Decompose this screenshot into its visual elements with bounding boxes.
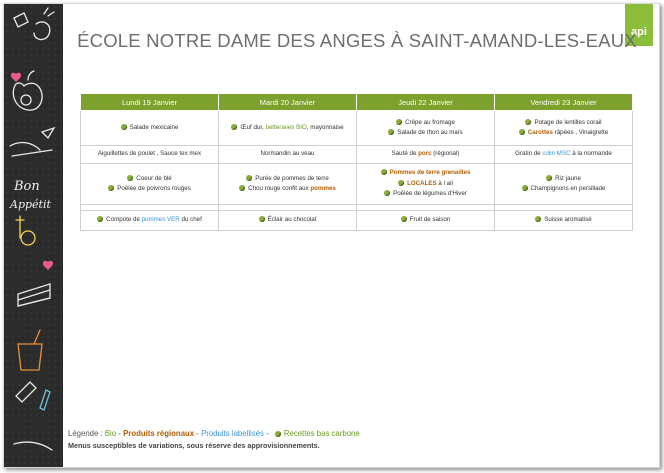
dish-text: Coeur de blé	[136, 174, 172, 182]
dish-text: Poêlée de légumes d'Hiver	[393, 190, 467, 198]
plat-cell	[495, 146, 633, 164]
legend-sep: -	[263, 429, 271, 438]
paper-plane-icon	[42, 128, 54, 138]
side-dish-row	[81, 164, 633, 205]
accompagnement-cell	[495, 164, 633, 205]
dish-line	[83, 184, 216, 195]
entree-cell	[219, 111, 357, 146]
dish-text: Salade mexicaine	[129, 123, 179, 131]
dessert-row	[81, 211, 633, 231]
dessert-cell	[81, 211, 219, 231]
low-carbon-leaf-icon	[127, 175, 133, 181]
dish-text: betteraves BIO	[265, 123, 307, 131]
day-header: Mardi 20 Janvier	[219, 94, 357, 111]
plat-cell	[219, 146, 357, 164]
main-dish-row	[81, 146, 633, 164]
dish-text: Salade de thon au maïs	[397, 129, 463, 136]
entree-row	[81, 111, 633, 146]
dish-line	[221, 215, 354, 226]
dish-text: , mayonnaise	[306, 123, 344, 131]
dish-text: du chef	[179, 216, 202, 224]
availability-note: Menus susceptibles de variations, sous réserve des approvisionnements.	[68, 441, 320, 450]
legend	[68, 429, 360, 438]
dish-text: Normandin au veau	[260, 150, 315, 158]
dish-text: LOCALES	[407, 179, 437, 187]
dish-line	[83, 174, 216, 185]
dish-line	[497, 149, 630, 160]
day-header: Vendredi 23 Janvier	[495, 94, 633, 111]
dish-text: Aiguillettes de poulet , Sauce tex mex	[97, 150, 202, 158]
api-logo: api	[625, 4, 653, 46]
low-carbon-leaf-icon	[121, 124, 127, 130]
accompagnement-cell	[81, 164, 219, 205]
dish-line	[221, 123, 354, 134]
dessert-cell	[495, 211, 633, 231]
dish-text: Carottes	[527, 129, 553, 136]
entree-cell	[81, 111, 219, 146]
low-carbon-leaf-icon	[519, 129, 525, 135]
low-carbon-leaf-icon	[396, 119, 402, 125]
days-header-row	[81, 94, 633, 111]
day-header: Lundi 19 Janvier	[81, 94, 219, 111]
dish-text: Œuf dur,	[240, 123, 266, 131]
weekly-menu-table	[80, 93, 633, 231]
dessert-cell	[219, 211, 357, 231]
dish-text: Potage de lentilles corail	[534, 118, 602, 126]
dish-line	[497, 184, 630, 195]
legend-labelled: Produits labellisés	[201, 429, 264, 438]
lightbulb-icon	[16, 216, 24, 238]
dish-text: pommes VER	[141, 216, 180, 224]
beet-doodle-icon	[34, 22, 50, 40]
dish-line	[359, 168, 492, 179]
page-title: ÉCOLE NOTRE DAME DES ANGES À SAINT-AMAND-LES-EAUX	[77, 30, 637, 51]
dish-text: pommes	[310, 185, 336, 192]
dish-text: Riz jaune	[555, 174, 581, 182]
dish-text: (régional)	[431, 150, 460, 158]
plat-cell	[357, 146, 495, 164]
dish-line	[359, 215, 492, 226]
low-carbon-leaf-icon	[384, 190, 390, 196]
legend-regional: Produits régionaux	[123, 429, 195, 438]
accompagnement-cell	[357, 164, 495, 205]
dish-text: Poêlée de poivrons rouges	[117, 185, 191, 192]
dish-text: râpées , Vinaigrette	[552, 129, 609, 136]
chalk-bon-text: Bon	[14, 179, 40, 194]
entree-cell	[495, 111, 633, 146]
legend-prefix: Légende :	[68, 429, 105, 438]
dish-text: Chou rouge confit aux	[248, 185, 311, 192]
dish-text: Crêpe au fromage	[405, 118, 455, 126]
dessert-cell	[357, 211, 495, 231]
legend-sep: -	[194, 429, 202, 438]
low-carbon-leaf-icon	[525, 119, 531, 125]
low-carbon-leaf-icon	[231, 124, 237, 130]
dish-line	[497, 128, 630, 139]
dish-line	[83, 215, 216, 226]
dish-text: à la normande	[570, 150, 612, 158]
day-header: Jeudi 22 Janvier	[357, 94, 495, 111]
dish-line	[359, 128, 492, 139]
legend-bio: Bio	[104, 429, 117, 438]
dish-line	[497, 118, 630, 129]
low-carbon-leaf-icon	[259, 216, 265, 222]
dish-text: Champignons en persillade	[530, 185, 606, 192]
pencil-icon	[16, 382, 36, 402]
dish-text: colin MSC	[542, 150, 571, 158]
leaf-doodle-icon	[14, 13, 28, 27]
dish-text: Éclair au chocolat	[267, 216, 317, 224]
dish-text: Fruit de saison	[409, 216, 451, 224]
dish-text: porc	[418, 150, 432, 158]
dish-text: Gratin de	[515, 150, 543, 158]
dish-line	[83, 123, 216, 134]
low-carbon-leaf-icon	[246, 175, 252, 181]
chalk-illustrations	[4, 4, 63, 467]
low-carbon-leaf-icon	[401, 216, 407, 222]
low-carbon-leaf-icon	[388, 129, 394, 135]
dish-text: Sauté de	[391, 150, 419, 158]
dish-line	[359, 179, 492, 190]
dish-line	[221, 184, 354, 195]
dish-line	[497, 215, 630, 226]
low-carbon-leaf-icon	[97, 216, 103, 222]
low-carbon-leaf-icon	[239, 185, 245, 191]
low-carbon-leaf-icon	[398, 180, 404, 186]
dish-line	[359, 118, 492, 129]
dish-text: Pommes de terre grenailles	[389, 169, 471, 177]
accompagnement-cell	[219, 164, 357, 205]
drink-glass-icon	[18, 344, 42, 370]
dish-text: Suisse aromatisé	[544, 216, 592, 224]
chalkboard-sidebar	[4, 4, 63, 467]
plat-cell	[81, 146, 219, 164]
low-carbon-leaf-icon	[381, 169, 387, 175]
dish-line	[83, 149, 216, 160]
dish-line	[497, 174, 630, 185]
low-carbon-leaf-icon	[522, 185, 528, 191]
low-carbon-leaf-icon	[535, 216, 541, 222]
chalk-appetit-text: Appétit	[10, 198, 51, 211]
apple-doodle-icon	[13, 83, 42, 110]
dish-line	[221, 174, 354, 185]
legend-low-carbon: Recettes bas carbone	[283, 429, 360, 438]
menu-page	[3, 3, 660, 468]
dish-text: Purée de pommes de terre	[255, 174, 329, 182]
low-carbon-leaf-icon	[108, 185, 114, 191]
dish-text: à l ail	[436, 179, 453, 187]
legend-sep: -	[116, 429, 124, 438]
dish-line	[359, 189, 492, 200]
low-carbon-leaf-icon	[275, 431, 281, 437]
dish-line	[221, 149, 354, 160]
dish-line	[359, 149, 492, 160]
dish-text: Compote de	[106, 216, 142, 224]
entree-cell	[357, 111, 495, 146]
low-carbon-leaf-icon	[546, 175, 552, 181]
heart-icon	[11, 73, 53, 270]
